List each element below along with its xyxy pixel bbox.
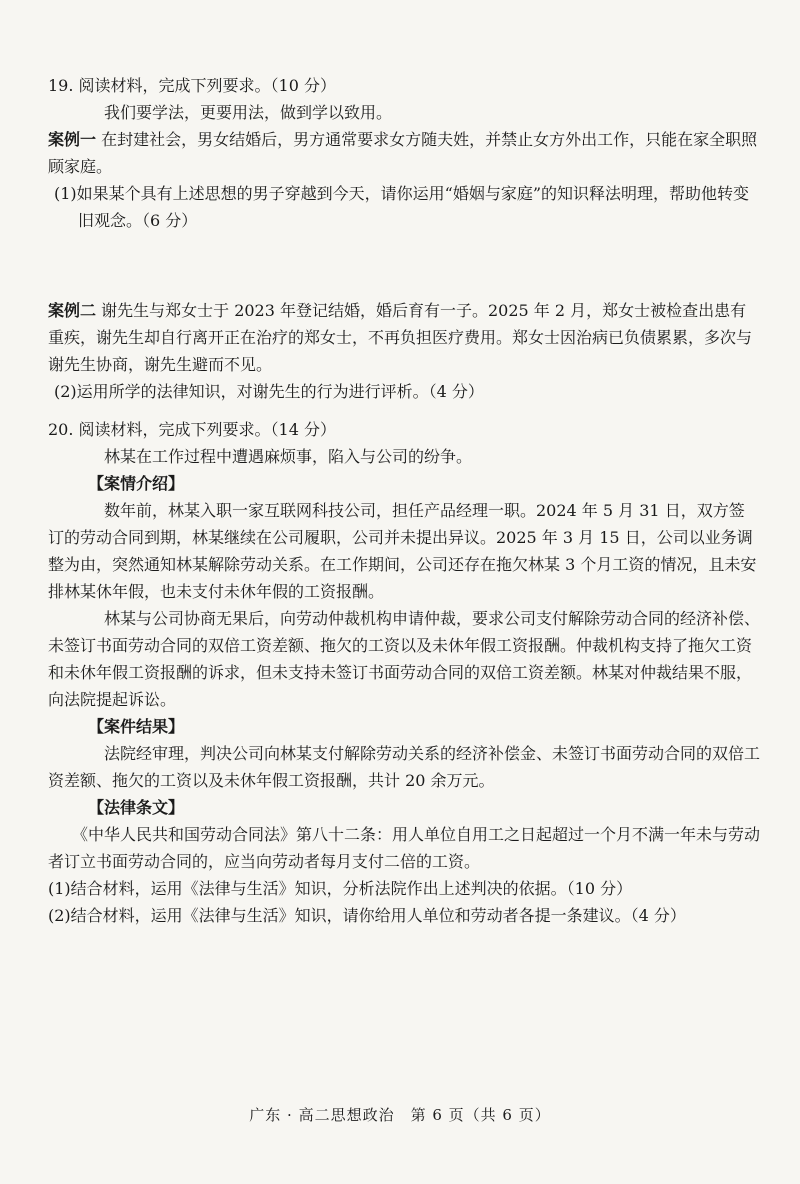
case-1-paragraph bbox=[48, 126, 760, 180]
case-intro-paragraph-2: 林某与公司协商无果后，向劳动仲裁机构申请仲裁，要求公司支付解除劳动合同的经济补偿、未签订书面劳动合同的双倍工资差额、拖欠的工资以及未休年假工资报酬。仲裁机构支持了拖欠工资和未休年假工资报酬的诉求，但未支持未签订书面劳动合同的双倍工资差额。林某对仲裁结果不服，向法院提起诉讼。 bbox=[48, 609, 761, 709]
case-intro-paragraph-1: 数年前，林某入职一家互联网科技公司，担任产品经理一职。2024 年 5 月 31 日，双方签订的劳动合同到期，林某继续在公司履职，公司并未提出异议。2025 年 3 月 15 日，公司以业务调整为由，突然通知林某解除劳动关系。在工作期间，公司还存在拖欠林某 3 个月工资的情况，且未安排林某休年假，也未支付未休年假的工资报酬。 bbox=[48, 501, 757, 601]
section-case-intro-heading: 【案情介绍】 bbox=[88, 474, 185, 493]
question-19-sub-2: (2)运用所学的法律知识，对谢先生的行为进行评析。（4 分） bbox=[54, 382, 484, 401]
question-20-intro: 林某在工作过程中遭遇麻烦事，陷入与公司的纷争。 bbox=[104, 447, 473, 466]
question-20-sub-1: (1)结合材料，运用《法律与生活》知识，分析法院作出上述判决的依据。（10 分） bbox=[48, 879, 633, 898]
question-19-sub-1: (1)如果某个具有上述思想的男子穿越到今天，请你运用“婚姻与家庭”的知识释法明理，帮助他转变旧观念。（6 分） bbox=[54, 184, 750, 230]
question-19 bbox=[48, 72, 760, 405]
case-2-label: 案例二 bbox=[48, 301, 97, 320]
page-footer: 广东 · 高二思想政治 第 6 页（共 6 页） bbox=[249, 1106, 551, 1124]
section-case-result-heading: 【案件结果】 bbox=[88, 717, 185, 736]
question-20 bbox=[48, 416, 760, 929]
case-1-label: 案例一 bbox=[48, 130, 97, 149]
case-2-paragraph bbox=[48, 297, 760, 378]
question-19-title: 19. 阅读材料，完成下列要求。（10 分） bbox=[48, 76, 336, 95]
case-2-text: 谢先生与郑女士于 2023 年登记结婚，婚后育有一子。2025 年 2 月，郑女士被检查出患有重疾，谢先生却自行离开正在治疗的郑女士，不再负担医疗费用。郑女士因治病已负债累累，多次与谢先生协商，谢先生避而不见。 bbox=[48, 301, 753, 374]
question-19-intro: 我们要学法，更要用法，做到学以致用。 bbox=[104, 103, 393, 122]
question-20-sub-2: (2)结合材料，运用《法律与生活》知识，请你给用人单位和劳动者各提一条建议。（4 分） bbox=[48, 906, 686, 925]
case-1-text: 在封建社会，男女结婚后，男方通常要求女方随夫姓，并禁止女方外出工作，只能在家全职照顾家庭。 bbox=[48, 130, 758, 176]
question-20-title: 20. 阅读材料，完成下列要求。（14 分） bbox=[48, 420, 336, 439]
law-paragraph: 《中华人民共和国劳动合同法》第八十二条：用人单位自用工之日起超过一个月不满一年未与劳动者订立书面劳动合同的，应当向劳动者每月支付二倍的工资。 bbox=[48, 825, 761, 871]
section-law-heading: 【法律条文】 bbox=[88, 798, 185, 817]
case-result-paragraph: 法院经审理，判决公司向林某支付解除劳动关系的经济补偿金、未签订书面劳动合同的双倍工资差额、拖欠的工资以及未休年假工资报酬，共计 20 余万元。 bbox=[48, 744, 761, 790]
